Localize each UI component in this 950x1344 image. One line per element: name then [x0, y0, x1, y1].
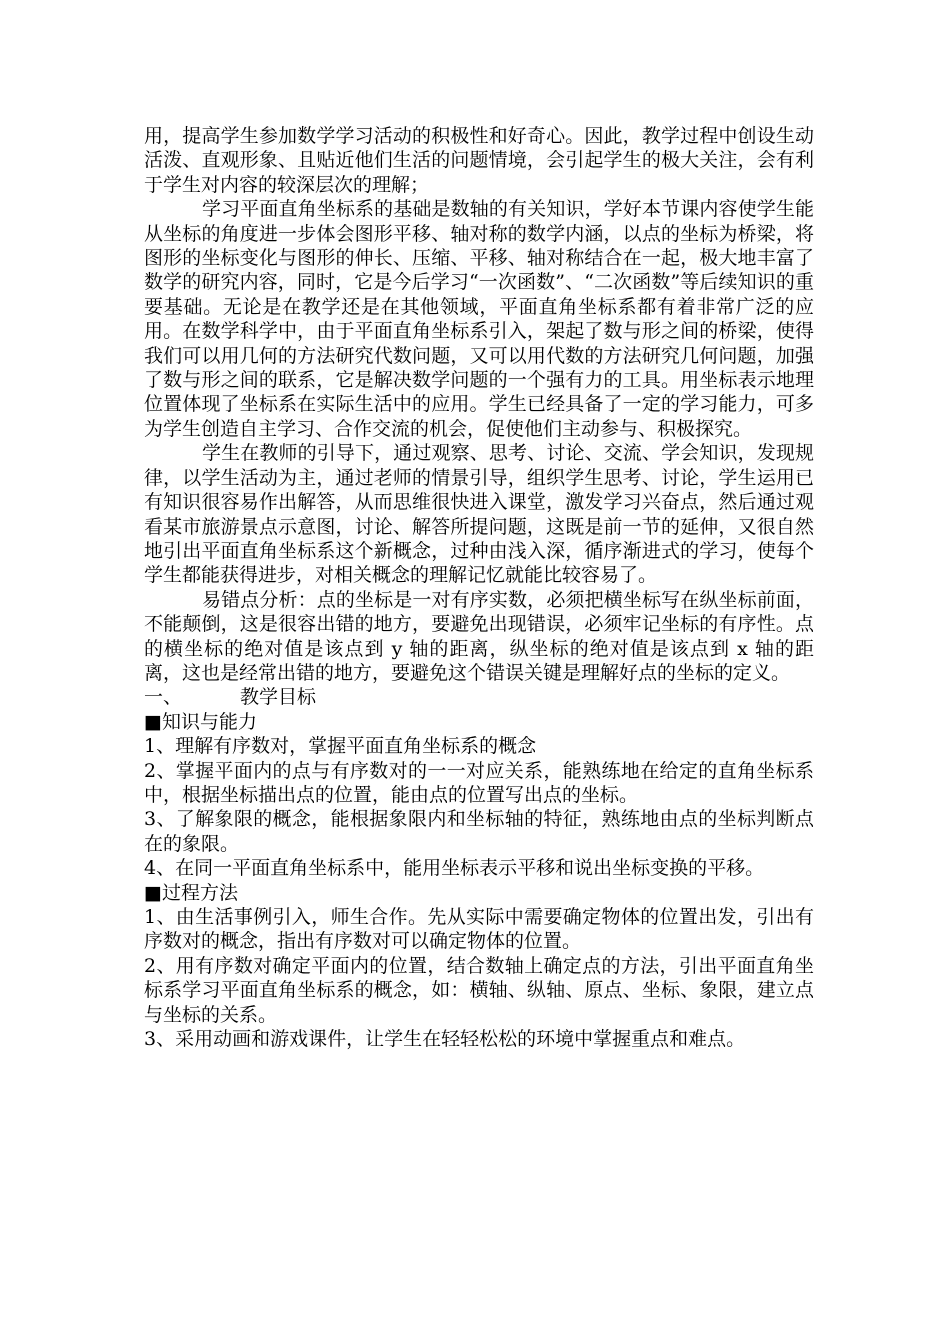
section-number: 一、: [144, 686, 183, 709]
knowledge-item: 1、理解有序数对，掌握平面直角坐标系的概念: [144, 735, 537, 758]
process-heading: ■过程方法: [144, 881, 238, 904]
knowledge-item: 2、掌握平面内的点与有序数对的一一对应关系，能熟练地在给定的直角坐标系中，根据坐标描出点的位置，能由点的位置写出点的坐标。: [144, 759, 814, 806]
section-title: 教学目标: [240, 686, 317, 709]
paragraph-error-analysis: 易错点分析：点的坐标是一对有序实数，必须把横坐标写在纵坐标前面，不能颠倒，这是很容出错的地方，要避免出现错误，必须牢记坐标的有序性。点的横坐标的绝对值是该点到 y 轴的距离，纵坐标的绝对值是该点到 x 轴的距离，这也是经常出错的地方，要避免这个错误关键是理解好点的坐标的定义。: [144, 588, 814, 684]
paragraph-guidance: 学生在教师的引导下，通过观察、思考、讨论、交流、学会知识，发现规律，以学生活动为主，通过老师的情景引导，组织学生思考、讨论，学生运用已有知识很容易作出解答，从而思维很快进入课堂，激发学习兴奋点，然后通过观看某市旅游景点示意图，讨论、解答所提问题，这既是前一节的延伸，又很自然地引出平面直角坐标系这个新概念，过种由浅入深，循序渐进式的学习，使每个学生都能获得进步，对相关概念的理解记忆就能比较容易了。: [144, 442, 814, 587]
paragraph-continuation: 用，提高学生参加数学学习活动的积极性和好奇心。因此，教学过程中创设生动活泼、直观形象、且贴近他们生活的问题情境，会引起学生的极大关注，会有利于学生对内容的较深层次的理解；: [144, 125, 814, 196]
knowledge-heading: ■知识与能力: [144, 710, 257, 733]
paragraph-foundation: 学习平面直角坐标系的基础是数轴的有关知识，学好本节课内容使学生能从坐标的角度进一步体会图形平移、轴对称的数学内涵，以点的坐标为桥梁，将图形的坐标变化与图形的伸长、压缩、平移、轴对称结合在一起，极大地丰富了数学的研究内容，同时，它是今后学习“一次函数”、“二次函数”等后续知识的重要基础。无论是在教学还是在其他领域，平面直角坐标系都有着非常广泛的应用。在数学科学中，由于平面直角坐标系引入，架起了数与形之间的桥梁，使得我们可以用几何的方法研究代数问题，又可以用代数的方法研究几何问题，加强了数与形之间的联系，它是解决数学问题的一个强有力的工具。用坐标表示地理位置体现了坐标系在实际生活中的应用。学生已经具备了一定的学习能力，可多为学生创造自主学习、合作交流的机会，促使他们主动参与、积极探究。: [144, 198, 814, 440]
section-heading: [144, 685, 814, 709]
process-item: 1、由生活事例引入，师生合作。先从实际中需要确定物体的位置出发，引出有序数对的概念，指出有序数对可以确定物体的位置。: [144, 906, 814, 953]
knowledge-item: 3、了解象限的概念，能根据象限内和坐标轴的特征，熟练地由点的坐标判断点在的象限。: [144, 808, 814, 855]
process-item: 2、用有序数对确定平面内的位置，结合数轴上确定点的方法，引出平面直角坐标系学习平面直角坐标系的概念，如：横轴、纵轴、原点、坐标、象限，建立点与坐标的关系。: [144, 954, 814, 1026]
document-body: [144, 124, 814, 1051]
process-item: 3、采用动画和游戏课件，让学生在轻轻松松的环境中掌握重点和难点。: [144, 1028, 746, 1051]
knowledge-item: 4、在同一平面直角坐标系中，能用坐标表示平移和说出坐标变换的平移。: [144, 857, 765, 880]
